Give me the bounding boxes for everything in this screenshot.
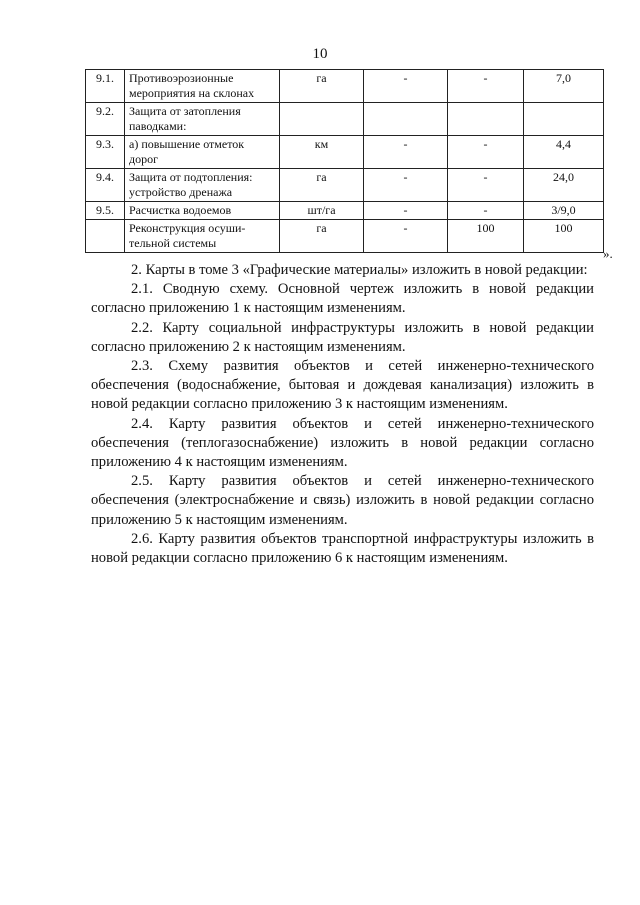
paragraph-2-6: 2.6. Карту развития объектов транспортной инфраструктуры изложить в новой редакции согласно приложению 6 к настоящим изменениям. [91,530,594,567]
row-number: 9.5. [86,202,125,220]
row-number [86,220,125,253]
row-number: 9.3. [86,136,125,169]
table-row [86,136,604,169]
measure-name: Защита от затопления паводками: [125,103,280,136]
value-cell: - [448,70,524,103]
value-cell [364,103,448,136]
value-cell: 4,4 [524,136,604,169]
measure-name: Противоэрозионные мероприятия на склонах [125,70,280,103]
table-row [86,103,604,136]
measure-name: Реконструкция осуши-тельной системы [125,220,280,253]
value-cell: - [364,169,448,202]
paragraph-2-5: 2.5. Карту развития объектов и сетей инженерно-технического обеспечения (электроснабжение и связь) изложить в новой редакции согласно приложению 5 к настоящим изменениям. [91,473,594,528]
value-cell: - [364,136,448,169]
paragraph-2-2: 2.2. Карту социальной инфраструктуры изложить в новой редакции согласно приложению 2 к настоящим изменениям. [91,319,594,355]
measures-table [85,69,604,253]
unit-cell: га [280,220,364,253]
value-cell: - [448,169,524,202]
unit-cell: км [280,136,364,169]
unit-cell [280,103,364,136]
value-cell [524,103,604,136]
value-cell: 7,0 [524,70,604,103]
table-row [86,169,604,202]
value-cell: - [364,70,448,103]
measure-name: Защита от подтопления: устройство дренажа [125,169,280,202]
row-number: 9.2. [86,103,125,136]
value-cell: 3/9,0 [524,202,604,220]
paragraph-2-4: 2.4. Карту развития объектов и сетей инженерно-технического обеспечения (теплогазоснабжение) изложить в новой редакции согласно приложению 4 к настоящим изменениям. [91,415,594,471]
page-number: 10 [312,46,328,62]
value-cell [448,103,524,136]
unit-cell: шт/га [280,202,364,220]
value-cell: 100 [448,220,524,253]
unit-cell: га [280,70,364,103]
paragraph-2-1: 2.1. Сводную схему. Основной чертеж изложить в новой редакции согласно приложению 1 к настоящим изменениям. [91,281,594,317]
unit-cell: га [280,169,364,202]
table-row [86,220,604,253]
row-number: 9.4. [86,169,125,202]
row-number: 9.1. [86,70,125,103]
value-cell: - [448,202,524,220]
paragraph-2: 2. Карты в томе 3 «Графические материалы» изложить в новой редакции: [131,262,588,278]
table-row [86,202,604,220]
value-cell: - [364,220,448,253]
table-row [86,70,604,103]
measure-name: а) повышение отметок дорог [125,136,280,169]
document-body [91,261,594,568]
value-cell: 100 [524,220,604,253]
value-cell: - [448,136,524,169]
closing-quote: ». [603,246,613,261]
measure-name: Расчистка водоемов [125,202,280,220]
value-cell: - [364,202,448,220]
paragraph-2-3: 2.3. Схему развития объектов и сетей инженерно-технического обеспечения (водоснабжение, бытовая и дождевая канализация) изложить в новой редакции согласно приложению 3 к настоящим изменениям. [91,358,594,413]
value-cell: 24,0 [524,169,604,202]
